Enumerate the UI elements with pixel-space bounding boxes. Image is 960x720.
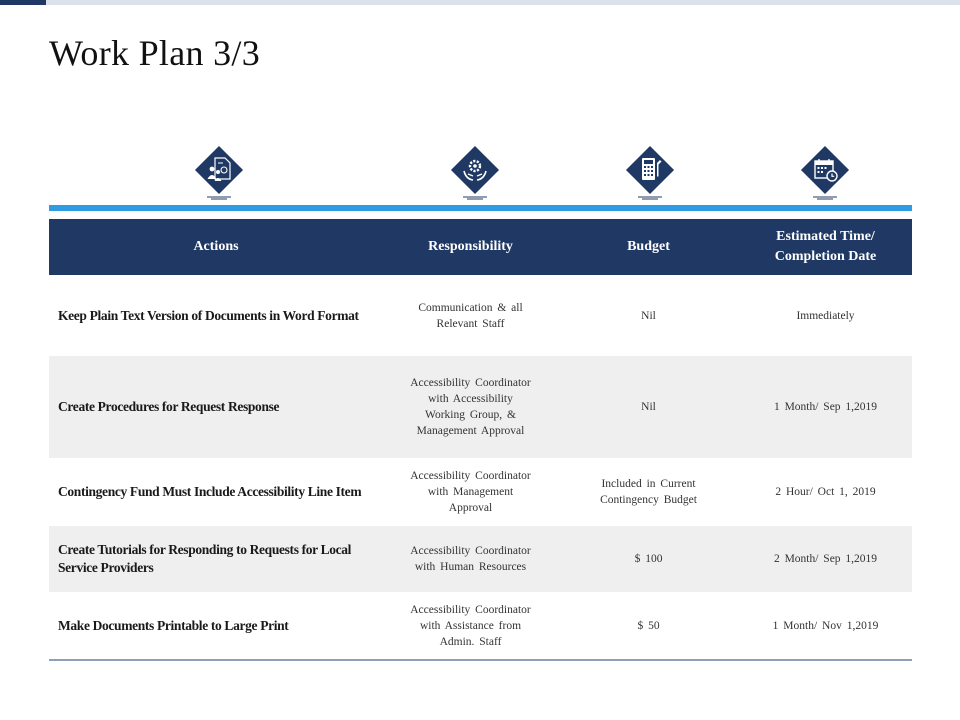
top-bar-accent	[0, 0, 46, 5]
action-cell: Make Documents Printable to Large Print	[58, 617, 289, 633]
time-cell: 2 Hour/ Oct 1, 2019	[775, 486, 876, 498]
header-responsibility: Responsibility	[428, 239, 513, 254]
header-actions: Actions	[193, 239, 239, 254]
header-budget: Budget	[627, 239, 670, 254]
gear-hands-icon	[446, 143, 504, 201]
header-time: Estimated Time/ Completion Date	[774, 229, 877, 264]
action-cell: Create Procedures for Request Response	[58, 399, 280, 414]
table-row	[49, 356, 912, 458]
calendar-clock-icon	[796, 143, 854, 201]
budget-cell: Included in Current Contingency Budget	[600, 478, 697, 506]
action-cell: Contingency Fund Must Include Accessibility Line Item	[58, 484, 362, 499]
time-cell: 1 Month/ Sep 1,2019	[773, 401, 878, 413]
responsibility-cell: Accessibility Coordinator with Human Resources	[410, 545, 531, 573]
table-row	[49, 275, 912, 356]
top-bar	[0, 0, 960, 5]
table-row	[49, 458, 912, 526]
budget-cell: Nil	[641, 309, 656, 322]
calculator-icon	[621, 143, 679, 201]
responsibility-cell: Accessibility Coordinator with Management Approval	[410, 470, 531, 514]
budget-cell: $ 50	[637, 619, 660, 632]
table-row	[49, 526, 912, 592]
table-header	[49, 219, 912, 275]
document-people-icon	[190, 143, 248, 201]
time-cell: 1 Month/ Nov 1,2019	[772, 619, 879, 632]
work-plan-table	[49, 219, 912, 661]
page-title: Work Plan 3/3	[49, 33, 260, 73]
budget-cell: Nil	[641, 401, 656, 413]
budget-cell: $ 100	[634, 553, 663, 565]
action-cell: Create Tutorials for Responding to Requests for Local Service Providers	[58, 542, 352, 575]
time-cell: 2 Month/ Sep 1,2019	[773, 553, 878, 565]
time-cell: Immediately	[796, 309, 855, 322]
responsibility-cell: Accessibility Coordinator with Accessibility Working Group, & Management Approval	[410, 377, 531, 437]
responsibility-cell: Accessibility Coordinator with Assistance from Admin. Staff	[410, 603, 531, 648]
table-bottom-rule	[49, 659, 912, 661]
action-cell: Keep Plain Text Version of Documents in Word Format	[58, 307, 359, 323]
table-row	[49, 592, 912, 659]
accent-rule	[49, 205, 912, 211]
responsibility-cell: Communication & all Relevant Staff	[418, 301, 523, 330]
